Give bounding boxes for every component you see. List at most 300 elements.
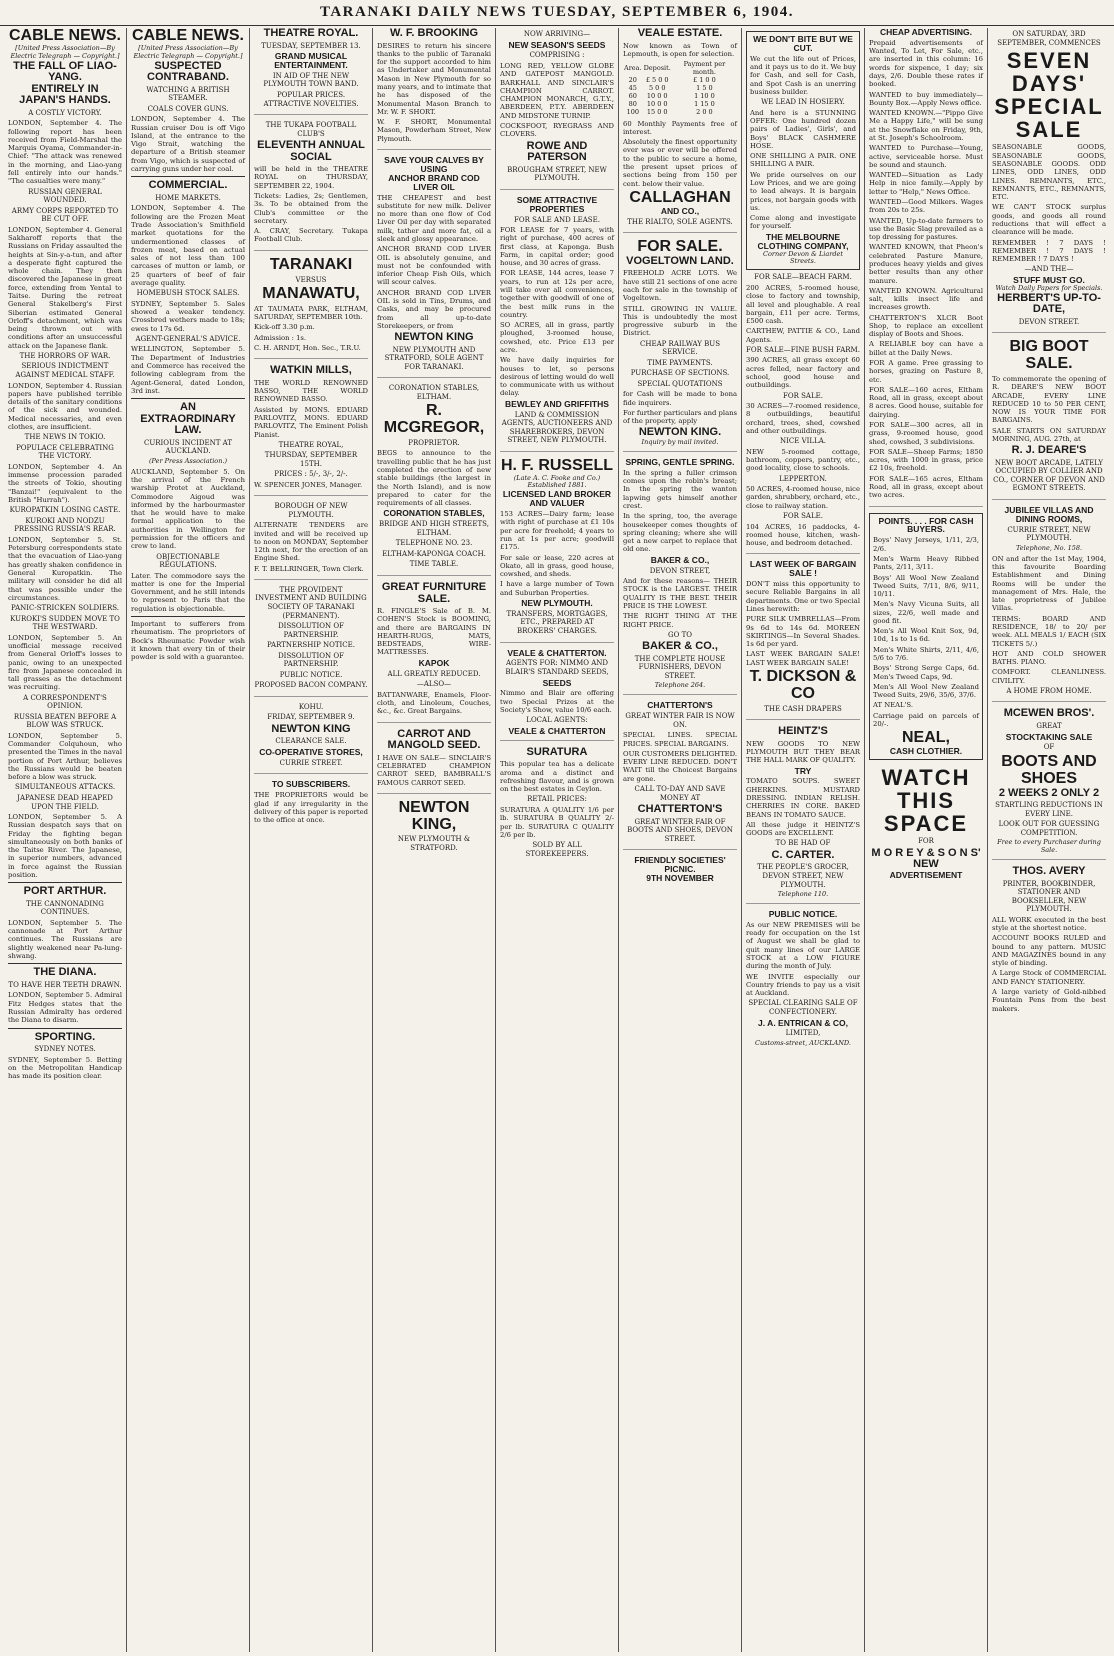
ad-text: ALL WORK executed in the best style at the shortest notice.	[992, 915, 1106, 933]
headline: THE FALL OF LIAO-YANG.	[13, 59, 117, 84]
ad-text: THE WORLD RENOWNED BASSO, THE WORLD RENOWNED BASSO.	[254, 378, 368, 404]
ad-text: WE INVITE especially our Country friends to pay us a visit at Auckland.	[746, 972, 860, 998]
ad-heading: CORONATION STABLES,	[383, 508, 485, 519]
ad-text: TERMS: BOARD AND RESIDENCE, 18/ to 20/ per week. ALL MEALS 1/ EACH (SIX TICKETS 5/.)	[992, 614, 1106, 648]
ad-heading: WATKIN MILLS,	[270, 364, 352, 377]
ad-heading: TARANAKI	[269, 255, 353, 273]
ad-text: Men's Navy Vicuna Suits, all sizes, 22/6, well made and good fit.	[873, 600, 979, 625]
ad-text: To commemorate the opening of R. DEARE'S NEW BOOT ARCADE, EVERY LINE REDUCED 10 to 50 PER CENT, NOW IS YOUR TIME FOR BARGAINS.	[992, 374, 1106, 425]
notice-heading: BOROUGH OF NEW PLYMOUTH.	[274, 502, 348, 519]
ad-heading: R. J. DEARE'S	[1011, 444, 1087, 457]
ad-text: A. CRAY, Secretary. Tukapa Football Club.	[254, 227, 368, 244]
ad-heading: M O R E Y & S O N S'	[871, 846, 981, 859]
cable-credit: [United Press Association—By Electric Telegraph — Copyright.]	[133, 43, 243, 60]
article-text: LONDON, September 5. An unofficial message received from General Orloff's losses to panic, owing to an unexpected fire from Japanese concealed in tall grasses as the detachment was recruiting.	[8, 633, 122, 692]
subheading: A CORRESPONDENT'S OPINION.	[23, 693, 107, 711]
ad-text: THE TUKAPA FOOTBALL CLUB'S	[265, 121, 357, 138]
table-row	[623, 85, 737, 93]
ad-text: SALE STARTS ON SATURDAY MORNING, AUG. 27th, at	[992, 426, 1106, 443]
ad-text: LEPPERTON.	[779, 474, 827, 483]
ad-heading: ELEVENTH ANNUAL SOCIAL	[257, 139, 365, 163]
ad-heading: VEALE ESTATE.	[637, 28, 723, 39]
ad-text: LIMITED,	[785, 1029, 821, 1038]
ad-heading: TO SUBSCRIBERS.	[271, 779, 351, 790]
ad-heading: NEW SEASON'S SEEDS	[508, 39, 606, 50]
subheading: COALS COVER GUNS.	[147, 104, 229, 113]
subheading: PANIC-STRICKEN SOLDIERS.	[11, 604, 119, 613]
ad-text: BRIDGE AND HIGH STREETS, ELTHAM.	[379, 520, 489, 537]
ad-heading: GRAND MUSICAL ENTERTAINMENT.	[274, 51, 348, 70]
classified-ad: WANTED to buy immediately—Bounty Box.—Apply News office.	[869, 90, 983, 107]
ad-heading: KAPOK	[418, 657, 450, 668]
ad-text: 390 ACRES, all grass except 60 acres felled, near factory and school, good house and outbuildings.	[746, 356, 860, 390]
ad-text: AT TAUMATA PARK, ELTHAM, SATURDAY, SEPTEMBER 10th.	[254, 304, 368, 322]
ad-text: THE COMPLETE HOUSE FURNISHERS, DEVON STREET.	[634, 654, 726, 680]
ad-text: OUR CUSTOMERS DELIGHTED. EVERY LINE REDUCED. DON'T WAIT till the Choicest Bargains are gone.	[623, 749, 737, 783]
classified-ad: FOR SALE—300 acres, all in grass, 9-roomed house, good shed, cowshed, 3 subdivisions.	[869, 421, 983, 446]
table-cell: 2 0 0	[696, 107, 713, 116]
ad-text: TELEPHONE NO. 23.	[395, 539, 473, 548]
ad-text: Come along and investigate for yourself.	[750, 214, 856, 231]
ad-text: FOR	[918, 837, 934, 846]
ad-text: SURATURA A QUALITY 1/6 per lb. SURATURA B QUALITY 2/- per lb. SURATURA C QUALITY 2/6 per lb.	[500, 805, 614, 839]
ad-heading: R. MCGREGOR,	[383, 402, 485, 437]
subheading: KUROKI AND NODZU PRESSING RUSSIA'S REAR.	[14, 516, 116, 534]
ad-text: FOR SALE AND LEASE.	[514, 215, 600, 224]
ad-heading: SOME ATTRACTIVE PROPERTIES	[516, 194, 598, 214]
ad-text: FOR LEASE for 7 years, with right of purchase, 400 acres of first class, at Kaponga. Bush Farm, in capital order; good house, and 30 acres of grass.	[500, 226, 614, 268]
article-text: LONDON, September 5. The cannonade at Port Arthur continues. The Russians are slightly weakened near Pa-lung-shwang.	[8, 918, 122, 961]
classified-ad: FOR SALE—Sheep Farms; 1850 acres, with 1000 in grass, price £2 10s, freehold.	[869, 447, 983, 473]
ad-text: Boys' Navy Jerseys, 1/11, 2/3, 2/6.	[873, 536, 979, 553]
ad-text: CARTHEW, PATTIE & CO., Land Agents.	[746, 327, 860, 344]
ad-heading: 9TH NOVEMBER	[646, 873, 714, 884]
ad-text: W. F. SHORT, Monumental Mason, Powderham Street, New Plymouth.	[377, 118, 491, 143]
column-2	[127, 28, 250, 1652]
ad-heading: HERBERT'S UP-TO-DATE,	[997, 291, 1101, 316]
ad-text: DON'T miss this opportunity to secure Reliable Bargains in all departments. One or two Special Lines herewith:	[746, 580, 860, 614]
notice-heading: PUBLIC NOTICE.	[279, 670, 343, 679]
ad-text: OF	[1043, 743, 1055, 752]
ad-heading: STUFF MUST GO.	[1013, 274, 1085, 285]
ad-heading: SPRING, GENTLE SPRING.	[625, 456, 735, 467]
ad-heading: SAVE YOUR CALVES BY USING	[384, 154, 484, 174]
ad-text: And for these reasons— THEIR STOCK is the LARGEST. THEIR QUALITY IS THE BEST. THEIR PRICE IS THE LOWEST.	[623, 577, 737, 610]
article-text: LONDON, September 4. General Sakharoff reports that the Russians on Friday assaulted the heights at Sin-y-a-tun, and after a desperate fight captured the whole chain. They then discovered the Japanese in great force, extending from Yental to Taitse. During the retreat General Stakelberg's First Siberian estimated General Orloff's detachment, which was being thrown out with conditions after an unsuccessful attack on the Japanese flank.	[8, 225, 122, 350]
ad-text: Prepaid advertisements of Wanted, To Let, For Sale, etc., are inserted in this column: 16 words for sixpence, 1 day; six days, 2/6. Double these rates if booked.	[869, 38, 983, 89]
ad-text: —ALSO—	[416, 680, 452, 689]
headline: THE DIANA.	[33, 966, 97, 979]
classified-ad: FOR SALE—165 acres, Eltham Road, all in grass, except about two acres.	[869, 474, 983, 500]
classified-ad: CHATTERTON'S XLCR Boot Shop, to replace an excellent display of Boots and Shoes.	[869, 313, 983, 339]
notice-heading: PARTNERSHIP NOTICE.	[266, 641, 356, 650]
table-cell: £ 1 0 0	[693, 75, 716, 84]
ad-heading: CHATTERTON'S	[637, 803, 723, 816]
article-text: LONDON, September 4. Russian papers have published terrible details of the sanitary conditions of the sick and wounded. Medical necessaries, and even clothes, are insufficient.	[8, 381, 122, 431]
notice-heading: PROPOSED BACON COMPANY.	[254, 681, 368, 690]
ad-heading: THOS. AVERY	[1012, 865, 1086, 878]
subheading: OBJECTIONABLE REGULATIONS.	[156, 552, 220, 570]
ad-text: FREEHOLD ACRE LOTS. We have still 21 sections of one acre each for sale in the township of Vogeltown.	[623, 269, 737, 303]
cable-news-heading: CABLE NEWS.	[9, 28, 121, 44]
ad-text: THURSDAY, SEPTEMBER 15TH.	[264, 451, 358, 468]
ad-text: Admission : 1s.	[254, 333, 307, 342]
ad-text: PRINTER, BOOKBINDER, STATIONER AND BOOKSELLER, NEW PLYMOUTH.	[1002, 879, 1096, 914]
ad-text: Men's White Shirts, 2/11, 4/6, 5/6 to 7/6.	[873, 645, 979, 663]
ad-text: DESIRES to return his sincere thanks to the public of Taranaki for the support accorded to him as Undertaker and Monumental Mason in New Plymouth for so many years, and to intimate that he has disposed of the Monumental Mason Branch to Mr. W. F. SHORT.	[377, 41, 491, 116]
newspaper-columns	[4, 28, 1110, 1652]
ad-text: As our NEW PREMISES will be ready for occupation on the 1st of August we shall be glad to quit many lines of our LARGE STOCK at a LOW FIGURE during the month of July.	[746, 920, 860, 971]
ad-text: 50 ACRES, 4-roomed house, nice garden, shrubbery, orchard, etc., close to railway station.	[746, 485, 860, 510]
headline: SPORTING.	[34, 1030, 96, 1043]
ad-text: ACCOUNT BOOKS RULED and bound to any pattern. MUSIC AND MAGAZINES bound in any style of binding.	[992, 934, 1106, 968]
ad-text: THE RIALTO, SOLE AGENTS.	[627, 217, 733, 226]
table-cell: 1 15 0	[694, 99, 715, 108]
ad-heading: NEWTON KING,	[398, 798, 470, 833]
article-text: LONDON, September 5. A Russian despatch says that on Friday the fighting began simultaneously on both banks of the Taitse River. The Japanese, in superior numbers, advanced in force against the Russian position.	[8, 813, 122, 880]
ad-text: We pride ourselves on our Low Prices, and we are going to lead always. It is bargain prices, not bargain goods with us.	[750, 170, 856, 212]
ad-text: LAST WEEK BARGAIN SALE! LAST WEEK BARGAIN SALE!	[746, 650, 860, 667]
ad-heading: TRY	[794, 765, 812, 776]
ad-heading: NEAL,	[902, 729, 950, 747]
ad-heading: W. F. BROOKING	[390, 28, 478, 39]
ad-text: COCKSFOOT, RYEGRASS AND CLOVERS.	[500, 121, 614, 139]
table-row	[623, 77, 737, 85]
ad-text: GREAT WINTER FAIR OF BOOTS AND SHOES, DEVON STREET.	[627, 817, 733, 843]
ad-text: Men's All Wool Knit Sox, 9d, 10d, 1s to 1s 6d.	[873, 627, 979, 644]
ad-text: GO TO	[668, 630, 692, 639]
table-header: Deposit.	[643, 64, 671, 73]
ad-text: Telephone 264.	[654, 681, 706, 690]
ad-heading: STOCKTAKING SALE	[1005, 731, 1093, 742]
ad-heading: GREAT FURNITURE SALE.	[381, 580, 487, 605]
ad-text: NEW BOOT ARCADE, LATELY OCCUPIED BY COLLIER AND CO., CORNER OF DEVON AND EGMONT STREETS.	[993, 458, 1105, 493]
ad-text: PURCHASE OF SECTIONS.	[630, 369, 730, 378]
ad-heading: BEWLEY AND GRIFFITHS	[505, 398, 609, 409]
article-text: AUCKLAND, September 5. On the arrival of the French warship Protet at Auckland, Commodore Aigoud was informed by the harbourmaster that he would have to make formal application to the authorities in Wellington for permission for the officers and crew to land.	[131, 467, 245, 551]
table-row	[623, 109, 737, 117]
subheading: AGENT-GENERAL'S ADVICE.	[135, 334, 241, 343]
subheading: CURIOUS INCIDENT AT AUCKLAND.	[143, 438, 233, 456]
ad-heading: NEWTON KING	[394, 331, 474, 344]
ad-text: TRANSFERS, MORTGAGES, ETC., PREPARED AT BROKERS' CHARGES.	[506, 609, 608, 635]
ad-heading: THIS	[896, 788, 956, 814]
ad-text: Assisted by MONS. EDUARD PARLOVITZ, MONS. EDUARD PARLOVITZ, The Eminent Polish Pianist.	[254, 405, 368, 439]
ad-text: Now known as Town of Lepmouth, is open for selection.	[623, 41, 737, 58]
ad-text: THE RIGHT THING AT THE RIGHT PRICE.	[623, 612, 737, 629]
ad-heading: MCEWEN BROS'.	[1003, 707, 1095, 720]
ad-text: 153 ACRES—Dairy farm; lease with right of purchase at £1 10s per acre for freehold; 4 years to run at 1s per acre; goodwill £175.	[500, 510, 614, 552]
table-cell: 10 0 0	[646, 99, 668, 108]
table-row	[623, 93, 737, 101]
ad-text: SPECIAL QUOTATIONS	[637, 379, 723, 388]
ad-heading: H. F. RUSSELL	[500, 456, 613, 474]
ad-text: TOMATO SOUPS. SWEET GHERKINS. MUSTARD DRESSING. INDIAN RELISH. CHERRIES IN CORE. BAKED BEANS IN TOMATO SAUCE.	[746, 777, 860, 819]
subheading: HOME MARKETS.	[155, 193, 221, 202]
ad-heading: SEVEN DAYS' SPECIAL SALE	[994, 48, 1104, 143]
article-text: LONDON, September 5. St. Petersburg correspondents state that the evacuation of Liao-yang has greatly shaken confidence in General Kuropatkin. The military will consider he did all that was possible under the circumstances.	[8, 535, 122, 602]
ad-heading: THEATRE ROYAL.	[263, 28, 359, 39]
ad-heading: VEALE & CHATTERTON.	[507, 647, 607, 658]
article-text: LONDON, September 4. The following are the Frozen Meat Trade Association's Smithfield market quotations for the undermentioned classes of frozen meat, based on actual sales of not less than 100 carcases of mutton or lamb, or 25 quarters of beef of fair average quality.	[131, 204, 245, 287]
ad-text: ANCHOR BRAND COD LIVER OIL is sold in Tins, Drums, and Casks, and may be procured from all up-to-date Storekeepers, or from	[377, 288, 491, 330]
ad-text: All these judge it HEINTZ'S GOODS are EXCELLENT.	[746, 820, 860, 838]
classified-ad: WANTED to Purchase—Young, active, serviceable horse. Must be sound and staunch.	[869, 144, 983, 169]
subheading: THE HORRORS OF WAR.	[19, 351, 111, 360]
table-cell: 1 10 0	[694, 91, 715, 100]
ad-text: COMFORT. CLEANLINESS. CIVILITY.	[992, 668, 1106, 685]
ad-text: W. SPENCER JONES, Manager.	[254, 480, 363, 489]
table-row	[623, 101, 737, 109]
subheading: SERIOUS INDICTMENT AGAINST MEDICAL STAFF.	[15, 362, 115, 380]
subheading: THE NEWS IN TOKIO.	[24, 433, 106, 442]
ad-text: A Large Stock of COMMERCIAL AND FANCY STATIONERY.	[992, 969, 1106, 986]
table-cell: 80	[628, 99, 637, 108]
ad-heading: J. A. ENTRICAN & CO,	[758, 1017, 848, 1028]
ad-heading: MANAWATU,	[262, 285, 360, 303]
subheading: SYDNEY NOTES.	[34, 1045, 96, 1054]
ad-text: REMEMBER ! 7 DAYS ! REMEMBER ! 7 DAYS ! REMEMBER ! 7 DAYS !	[992, 238, 1106, 264]
classified-ad: WANTED KNOWN.—"Pippo Give Me a Happy Life," will be sung at the Snowflake on Friday, 9th, at St. Joseph's Schoolroom.	[869, 109, 983, 143]
ad-text: LONG RED, YELLOW GLOBE AND GATEPOST MANGOLD. BARKHALL AND SINCLAIR'S CHAMPION CARROT. CHAMPION MONARCH, G.T.Y., ABERDEEN, P.T.Y. ABERDEEN AND MIDSTONE TURNIP.	[500, 61, 614, 120]
ad-heading: BAKER & CO.,	[642, 640, 718, 653]
terms-table	[623, 61, 737, 116]
ad-text: 30 ACRES—7-roomed residence, 8 outbuildings, beautiful orchard, trees, shed, cowshed and other outbuildings.	[746, 402, 860, 435]
ad-text: ON SATURDAY, 3RD SEPTEMBER, COMMENCES	[997, 30, 1101, 47]
table-header: Payment per month.	[683, 60, 726, 77]
notice-text: F. T. BELLRINGER, Town Clerk.	[254, 564, 364, 573]
column-3	[250, 28, 373, 1652]
cable-credit: [United Press Association—By Electric Telegraph — Copyright.]	[10, 43, 120, 60]
ad-text: I HAVE ON SALE— SINCLAIR'S CELEBRATED CHAMPION CARROT SEED, BAMBRALL'S FAMOUS CARROT SEED.	[377, 753, 491, 787]
ad-heading: PUBLIC NOTICE.	[768, 909, 838, 919]
ad-text: COMPRISING :	[529, 51, 585, 60]
ad-text: NICE VILLA.	[780, 437, 826, 446]
ad-heading: SPACE	[883, 811, 969, 837]
article-text: SYDNEY, September 5. Sales showed a weaker tendency. Crossbred wethers made to 18s; ewes to 17s 6d.	[131, 299, 245, 333]
ad-text: FRIDAY, SEPTEMBER 9.	[267, 713, 355, 722]
classified-ad: WANTED—Good Milkers. Wages from 20s to 25s.	[869, 197, 983, 215]
ad-text: LAND & COMMISSION AGENTS, AUCTIONEERS AND SHAREBROKERS, DEVON STREET, NEW PLYMOUTH.	[501, 410, 613, 445]
headline: SUSPECTED CONTRABAND.	[147, 59, 229, 84]
headline: COMMERCIAL.	[148, 179, 228, 192]
ad-text: In the spring, too, the average housekeeper comes thoughts of spring cleaning; where she will get a new carpet to replace that old one.	[623, 512, 737, 554]
ad-text: NEW 5-roomed cottage, bathroom, coppers, pantry, etc., good locality, close to schools.	[746, 447, 860, 473]
ad-text: STILL GROWING IN VALUE. This is undoubtedly the most progressive suburb in the District.	[623, 304, 737, 338]
ad-heading: VOGELTOWN LAND.	[626, 254, 734, 267]
ad-heading: SEEDS	[542, 677, 572, 688]
classified-ad: WANTED KNOWN, that Pheon's celebrated Pasture Manure, produces heavy yields and gives better results than any other manure.	[869, 243, 983, 285]
subheading: WATCHING A BRITISH STEAMER.	[146, 85, 230, 103]
subheading: KUROPATKIN LOSING CASTE.	[9, 506, 121, 515]
ad-heading: CALLAGHAN	[629, 188, 731, 206]
ad-heading: WATCH	[881, 765, 971, 791]
ad-text: NOW ARRIVING—	[523, 30, 591, 38]
ad-text: Kick-off 3.30 p.m.	[254, 323, 315, 332]
ad-text: for Cash will be made to bona fide inquirers.	[623, 390, 737, 407]
ad-text: ALL GREATLY REDUCED.	[387, 669, 481, 678]
ad-heading: LICENSED LAND BROKER AND VALUER	[502, 489, 612, 509]
ad-text: GREAT WINTER FAIR IS NOW ON.	[625, 712, 735, 729]
ad-text: Boys' Strong Serge Caps, 6d. Men's Tweed Caps, 9d.	[873, 664, 979, 681]
ad-text: Watch Daily Papers for Specials.	[995, 283, 1103, 292]
ad-heading: AND CO.,	[660, 205, 700, 216]
article-text: LONDON, September 5. Commander Colquhoun, who presented the Times in the naval portion of Port Arthur, believes the Russians would be beaten before a blow was struck.	[8, 731, 122, 782]
notice-heading: THE PROVIDENT INVESTMENT AND BUILDING SOCIETY OF TARANAKI (PERMANENT).	[255, 585, 367, 620]
ad-heading: BAKER & CO.,	[650, 554, 710, 565]
ad-heading: NEWTON KING.	[638, 426, 722, 439]
ad-text: LOOK OUT FOR GUESSING COMPETITION.	[998, 820, 1100, 837]
ad-text: ON and after the 1st May, 1904, this favourite Boarding Establishment and Dining Rooms will be under the management of Mrs. Hale, the late proprietress of Jubilee Villas.	[992, 554, 1106, 613]
subheading: TO HAVE HER TEETH DRAWN.	[8, 980, 122, 989]
column-5	[496, 28, 619, 1652]
ad-heading: FRIENDLY SOCIETIES' PICNIC.	[634, 855, 726, 875]
table-cell: 45	[628, 83, 637, 92]
ad-heading: SURATURA	[526, 745, 588, 758]
subheading: POPULACE CELEBRATING THE VICTORY.	[16, 443, 114, 461]
ad-text: POPULAR PRICES. ATTRACTIVE NOVELTIES.	[263, 90, 359, 108]
ad-text: FOR SALE—BEACH FARM.	[754, 273, 852, 282]
table-cell: 1 5 0	[696, 83, 713, 92]
ad-text: STARTLING REDUCTIONS IN EVERY LINE.	[995, 801, 1103, 818]
ad-text: For sale or lease, 220 acres at Okato, all in grass, good house, cowshed, and sheds.	[500, 553, 614, 579]
ad-text: A large variety of Gold-nibbed Fountain Pens from the best makers.	[992, 988, 1106, 1013]
ad-heading: CHATTERTON'S	[647, 700, 713, 711]
ad-text: CLEARANCE SALE.	[275, 737, 347, 746]
article-text: WELLINGTON, September 5. The Department of Industries and Commerce has received the following cablegram from the Agent-General, dated London, 3rd inst.	[131, 345, 245, 395]
ad-text: Men's All Wool New Zealand Tweed Suits, 29/6, 35/6, 37/6.	[873, 682, 979, 700]
table-cell: £ 5 0 0	[645, 75, 669, 84]
ad-heading: CO-OPERATIVE STORES,	[259, 746, 363, 757]
notice-text: THE PROPRIETORS would be glad if any irregularity in the delivery of this paper is reported to the office at once.	[254, 791, 368, 825]
ad-heading: NEWTON KING	[271, 722, 351, 735]
ad-heading: T. DICKSON & CO	[749, 668, 857, 702]
ad-text: I have a large number of Town and Suburban Properties.	[500, 580, 614, 597]
ad-text: WE CAN'T STOCK surplus goods, and goods all round reductions that will effect a clearance will be made.	[992, 203, 1106, 237]
classified-ad: FOR A game. Free grassing to horses, grazing on Pasture 8, etc.	[869, 359, 983, 384]
ad-text: will be held in the THEATRE ROYAL on THURSDAY, SEPTEMBER 22, 1904.	[254, 165, 368, 190]
ad-text: NEW PLYMOUTH & STRATFORD.	[397, 835, 471, 852]
subheading: THE CANNONADING CONTINUES.	[26, 899, 104, 917]
ad-heading: ANCHOR BRAND COD LIVER OIL	[388, 172, 480, 192]
ad-heading: WE DON'T BITE BUT WE CUT.	[753, 34, 853, 53]
ad-text: Telephone, No. 158.	[1015, 543, 1083, 552]
ad-text: Carriage paid on parcels of 20/-.	[873, 711, 979, 729]
ad-text: NEW PLYMOUTH AND STRATFORD, SOLE AGENT FOR TARANAKI.	[384, 345, 484, 371]
ad-text: CALL TO-DAY AND SAVE MONEY AT	[634, 785, 726, 802]
ad-text: CHEAP RAILWAY BUS SERVICE.	[640, 339, 720, 357]
table-cell: 5 0 0	[648, 83, 666, 92]
subheading: KUROKI'S SUDDEN MOVE TO THE WESTWARD.	[10, 614, 120, 632]
ad-heading: VEALE & CHATTERTON	[508, 725, 606, 736]
ad-text: R. FINGLE'S Sale of B. M. COHEN'S Stock is BOOMING, and there are BARGAINS IN HEARTH-RUGS, MATS, BEDSTEADS, WIRE-MATTRESSES.	[377, 607, 491, 657]
ad-heading: HEINTZ'S	[778, 725, 828, 738]
ad-text: CURRIE STREET.	[279, 758, 343, 767]
ad-text: SEASONABLE GOODS, SEASONABLE GOODS, SEASONABLE GOODS. ODD LINES, ODD LINES, ODD LINES. REMNANTS, ETC., REMNANTS, ETC., REMNANTS, ETC.	[992, 143, 1106, 202]
ad-text: SOLD BY ALL STOREKEEPERS.	[525, 841, 589, 858]
ad-text: Telephone 110.	[777, 890, 829, 899]
notice-heading: DISSOLUTION OF PARTNERSHIP.	[278, 622, 344, 639]
article-text: LONDON, September 4. An immense procession paraded the streets of Tokio, shouting "Banzai!" (equivalent to the British "Hurrah").	[8, 462, 122, 504]
ad-text: RETAIL PRICES:	[527, 795, 587, 804]
ad-text: And here is a STUNNING OFFER: One hundred dozen pairs of Ladies', Girls', and Boys' BLACK CASHMERE HOSE.	[750, 108, 856, 150]
cable-news-heading: CABLE NEWS.	[132, 28, 244, 44]
subheading: SIMULTANEOUS ATTACKS.	[14, 783, 116, 792]
ad-heading: BIG BOOT SALE.	[1009, 338, 1089, 373]
column-7	[742, 28, 865, 1652]
ad-text: FOR SALE—FINE BUSH FARM.	[746, 345, 860, 354]
ad-heading: THE MELBOURNE CLOTHING COMPANY,	[757, 231, 849, 251]
ad-text: SPECIAL CLEARING SALE OF CONFECTIONERY.	[748, 999, 858, 1016]
table-cell: 20	[628, 75, 637, 84]
table-header: Area.	[624, 64, 642, 73]
ad-text: A HOME FROM HOME.	[1006, 686, 1092, 695]
ad-heading: BOOTS AND SHOES	[1001, 753, 1097, 787]
classified-ad: A RELIABLE boy can have a billet at the Daily News.	[869, 340, 983, 357]
table-cell: 60	[628, 91, 637, 100]
ad-text: Absolutely the finest opportunity ever was or ever will be offered to the public to secure a home, the present upset prices of sections being from 150 per cent. below their value.	[623, 138, 737, 188]
subheading: ARMY CORPS REPORTED TO BE CUT OFF.	[11, 206, 119, 224]
ad-text: BATTANWARE, Enamels, Floor-cloth, and Linoleum, Couches, &c., &c. Great Bargains.	[377, 690, 491, 716]
ad-text: 104 ACRES, 16 paddocks, 4-roomed house, kitchen, wash-house, and bedroom detached.	[746, 522, 860, 548]
ad-text: 60 Monthly Payments free of interest.	[623, 119, 737, 136]
ad-text: C. H. ARNDT, Hon. Sec., T.R.U.	[254, 343, 361, 352]
table-cell: 10 0 0	[646, 91, 668, 100]
ad-text: ANCHOR BRAND COD LIVER OIL is absolutely genuine, and must not be confounded with inferior Cheap Fish Oils, which will scour calves.	[377, 245, 491, 287]
ad-text: WE LEAD IN HOSIERY.	[761, 98, 845, 107]
ad-text: HOT AND COLD SHOWER BATHS. PIANO.	[992, 649, 1106, 667]
ad-text: TIME TABLE.	[409, 560, 459, 569]
ad-text: AGENTS FOR: NIMMO AND BLAIR'S STANDARD SEEDS,	[505, 659, 609, 676]
classified-ad: WANTED, Up-to-date farmers to use the Basic Slag prevailed as a top dressing for pastures.	[869, 216, 983, 242]
ad-text: Men's Warm Heavy Ribbed Pants, 2/11, 3/11.	[873, 554, 979, 572]
article-text: LONDON, September 5. Admiral Fitz Hedges states that the Russian Admiralty has ordered the Diana to disarm.	[8, 991, 122, 1025]
ad-heading: CHEAP ADVERTISING.	[879, 28, 973, 37]
headline: PORT ARTHUR.	[23, 885, 107, 898]
ad-text: IN AID OF THE NEW PLYMOUTH TOWN BAND.	[263, 71, 359, 89]
ad-heading: CASH CLOTHIER.	[889, 746, 963, 757]
ad-text: —AND THE—	[1024, 265, 1074, 274]
ad-text: ELTHAM-KAPONGA COACH.	[382, 549, 486, 558]
ad-text: In the spring a fuller crimson comes upon the robin's breast; In the spring the wanton lapwing gets himself another crest.	[623, 468, 737, 510]
ad-text: Tickets: Ladies, 2s; Gentlemen, 3s. To be obtained from the Club's committee or the secretary.	[254, 192, 368, 225]
ad-heading: POINTS. . . . FOR CASH BUYERS.	[878, 515, 974, 535]
table-cell: 100	[626, 107, 639, 116]
ad-text: This popular tea has a delicate aroma and a distinct and refreshing flavour, and is grown on the best estates in Ceylon.	[500, 760, 614, 794]
ad-text: THEATRE ROYAL,	[278, 440, 344, 449]
ad-text: Inquiry by mail invited.	[641, 437, 719, 446]
table-cell: 15 0 0	[646, 107, 668, 116]
ad-text: Corner Devon & Liardet Streets.	[763, 249, 843, 266]
ad-text: ONE SHILLING A PAIR. ONE SHILLING A PAIR.	[750, 152, 856, 169]
notice-heading: DISSOLUTION OF PARTNERSHIP.	[278, 651, 344, 669]
column-8	[865, 28, 988, 1652]
ad-heading: NEW	[913, 858, 939, 871]
ad-text: AT NEAL'S.	[873, 701, 914, 710]
article-text: LONDON, September 4. The following report has been received from Field-Marshal the Marquis Oyama, Commander-in-Chief: "The attack was renewed in the morning, and Liao-yang fell entirely into our hands." "The casualties were many."	[8, 119, 122, 186]
ad-heading: ADVERTISEMENT	[889, 869, 963, 880]
ad-text: TO BE HAD OF	[775, 839, 831, 848]
ad-text: FOR SALE.	[783, 391, 823, 400]
ad-heading: ROWE AND PATERSON	[526, 139, 588, 164]
ad-text: THE CASH DRAPERS	[764, 704, 842, 713]
ad-heading: JUBILEE VILLAS AND DINING ROOMS,	[1004, 504, 1094, 524]
ad-text: BROUGHAM STREET, NEW PLYMOUTH.	[507, 165, 607, 183]
table-row	[623, 61, 737, 77]
subheading: RUSSIA BEATEN BEFORE A BLOW WAS STRUCK.	[13, 712, 117, 730]
ad-text: SPECIAL LINES. SPECIAL PRICES. SPECIAL BARGAINS.	[623, 731, 737, 748]
ad-text: CORONATION STABLES, ELTHAM.	[388, 384, 480, 401]
